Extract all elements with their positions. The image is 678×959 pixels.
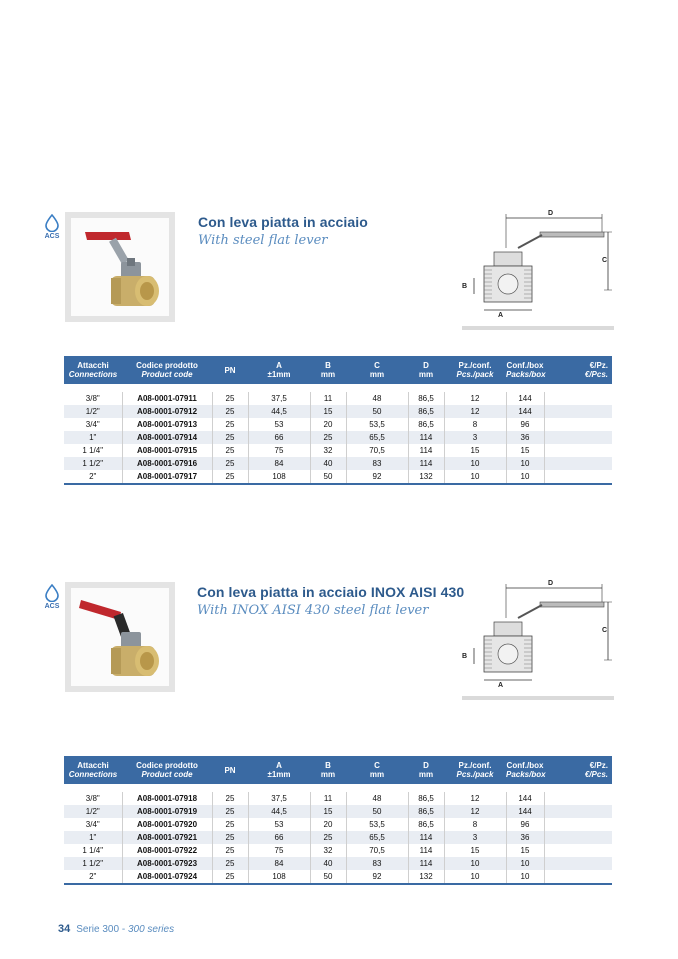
cell-dim-d: 132 [408, 470, 444, 484]
cell-pcs-pack: 15 [444, 444, 506, 457]
cell-dim-c: 48 [346, 792, 408, 805]
table-row [64, 470, 612, 484]
th-product-code: Codice prodotto Product code [122, 356, 212, 384]
product-photo [65, 212, 175, 322]
th-b: B mm [310, 356, 346, 384]
cell-product-code: A08-0001-07919 [122, 805, 212, 818]
cell-dim-a: 66 [248, 831, 310, 844]
acs-label: ACS [44, 603, 60, 610]
cell-price [544, 870, 612, 884]
th-b: B mm [310, 756, 346, 784]
cell-dim-b: 11 [310, 392, 346, 405]
cell-connection: 2" [64, 870, 122, 884]
cell-dim-b: 20 [310, 818, 346, 831]
cell-pcs-pack: 3 [444, 831, 506, 844]
cell-dim-c: 70,5 [346, 844, 408, 857]
cell-dim-d: 114 [408, 844, 444, 857]
cell-pcs-pack: 10 [444, 470, 506, 484]
cell-pn: 25 [212, 392, 248, 405]
th-packs-box: Conf./box Packs/box [506, 756, 544, 784]
th-pcs-pack: Pz./conf. Pcs./pack [444, 356, 506, 384]
cell-dim-b: 40 [310, 857, 346, 870]
cell-dim-c: 65,5 [346, 431, 408, 444]
acs-drop-icon [40, 214, 64, 240]
cell-pcs-pack: 12 [444, 792, 506, 805]
cell-dim-c: 92 [346, 870, 408, 884]
technical-diagram [462, 578, 614, 702]
cell-dim-a: 75 [248, 844, 310, 857]
spec-table [64, 356, 612, 485]
cell-pn: 25 [212, 844, 248, 857]
cell-dim-c: 70,5 [346, 444, 408, 457]
section-title-en: With INOX AISI 430 steel flat lever [197, 603, 429, 618]
table-row [64, 457, 612, 470]
cell-dim-b: 15 [310, 405, 346, 418]
cell-pn: 25 [212, 405, 248, 418]
cell-product-code: A08-0001-07922 [122, 844, 212, 857]
cell-packs-box: 144 [506, 392, 544, 405]
cell-connection: 1 1/2" [64, 857, 122, 870]
page-number: 34 [58, 923, 71, 935]
cell-dim-d: 86,5 [408, 792, 444, 805]
cell-connection: 3/4" [64, 818, 122, 831]
cell-pn: 25 [212, 431, 248, 444]
cell-pn: 25 [212, 470, 248, 484]
acs-drop-icon [40, 584, 64, 610]
table-row [64, 831, 612, 844]
th-c: C mm [346, 356, 408, 384]
cell-pn: 25 [212, 457, 248, 470]
cell-connection: 1" [64, 831, 122, 844]
cell-dim-d: 86,5 [408, 405, 444, 418]
valve-photo-icon [71, 218, 169, 316]
dim-label-a: A [498, 312, 504, 319]
cell-dim-a: 84 [248, 457, 310, 470]
th-pn: PN [212, 756, 248, 784]
cell-dim-a: 37,5 [248, 392, 310, 405]
cell-dim-d: 132 [408, 870, 444, 884]
table-row [64, 405, 612, 418]
cell-product-code: A08-0001-07920 [122, 818, 212, 831]
cell-dim-c: 92 [346, 470, 408, 484]
cell-pcs-pack: 12 [444, 405, 506, 418]
cell-connection: 1/2" [64, 805, 122, 818]
cell-dim-d: 114 [408, 831, 444, 844]
cell-packs-box: 144 [506, 805, 544, 818]
cell-packs-box: 15 [506, 444, 544, 457]
cell-pn: 25 [212, 818, 248, 831]
cell-price [544, 831, 612, 844]
cell-dim-b: 32 [310, 444, 346, 457]
cell-pn: 25 [212, 792, 248, 805]
cell-dim-b: 20 [310, 418, 346, 431]
cell-dim-b: 50 [310, 470, 346, 484]
table-row [64, 870, 612, 884]
th-pn: PN [212, 356, 248, 384]
cell-connection: 1/2" [64, 405, 122, 418]
cell-packs-box: 10 [506, 470, 544, 484]
dim-label-d: D [548, 210, 554, 217]
cell-price [544, 470, 612, 484]
cell-connection: 1" [64, 431, 122, 444]
cell-price [544, 844, 612, 857]
cell-dim-a: 108 [248, 470, 310, 484]
cell-packs-box: 96 [506, 818, 544, 831]
cell-packs-box: 36 [506, 431, 544, 444]
cell-dim-a: 37,5 [248, 792, 310, 805]
cell-price [544, 818, 612, 831]
cell-price [544, 805, 612, 818]
cell-pcs-pack: 10 [444, 870, 506, 884]
section-title-en: With steel flat lever [198, 233, 328, 248]
section-title-it: Con leva piatta in acciaio INOX AISI 430 [197, 584, 465, 600]
cell-price [544, 418, 612, 431]
cell-pcs-pack: 8 [444, 818, 506, 831]
cell-connection: 1 1/4" [64, 844, 122, 857]
acs-label: ACS [44, 233, 60, 240]
product-photo [65, 582, 175, 692]
dim-label-a: A [498, 682, 504, 689]
cell-packs-box: 144 [506, 405, 544, 418]
cell-product-code: A08-0001-07917 [122, 470, 212, 484]
spec-table [64, 756, 612, 885]
cell-pcs-pack: 3 [444, 431, 506, 444]
table-header-row [64, 756, 612, 784]
cell-connection: 3/8" [64, 392, 122, 405]
dim-label-c: C [602, 627, 608, 634]
table-row [64, 844, 612, 857]
th-d: D mm [408, 356, 444, 384]
series-label-it: Serie 300 [76, 924, 120, 935]
th-pcs-pack: Pz./conf. Pcs./pack [444, 756, 506, 784]
table-header-row [64, 356, 612, 384]
cell-packs-box: 36 [506, 831, 544, 844]
cell-dim-c: 83 [346, 457, 408, 470]
cell-price [544, 792, 612, 805]
cell-dim-d: 86,5 [408, 805, 444, 818]
cell-dim-c: 50 [346, 405, 408, 418]
cell-product-code: A08-0001-07912 [122, 405, 212, 418]
cell-packs-box: 10 [506, 457, 544, 470]
th-c: C mm [346, 756, 408, 784]
cell-dim-a: 84 [248, 857, 310, 870]
cell-dim-b: 32 [310, 844, 346, 857]
cell-connection: 3/8" [64, 792, 122, 805]
cell-dim-c: 53,5 [346, 418, 408, 431]
cell-price [544, 405, 612, 418]
cell-connection: 1 1/4" [64, 444, 122, 457]
cell-dim-c: 65,5 [346, 831, 408, 844]
th-price: €/Pz. €/Pcs. [544, 756, 612, 784]
th-connections: Attacchi Connections [64, 756, 122, 784]
diagram-divider [462, 696, 614, 700]
cell-packs-box: 96 [506, 418, 544, 431]
cell-pcs-pack: 10 [444, 457, 506, 470]
cell-pn: 25 [212, 870, 248, 884]
cell-dim-c: 48 [346, 392, 408, 405]
cell-pn: 25 [212, 805, 248, 818]
cell-connection: 3/4" [64, 418, 122, 431]
cell-product-code: A08-0001-07921 [122, 831, 212, 844]
cell-dim-d: 114 [408, 431, 444, 444]
cell-packs-box: 10 [506, 857, 544, 870]
dim-label-c: C [602, 257, 608, 264]
cell-dim-b: 15 [310, 805, 346, 818]
cell-dim-d: 114 [408, 457, 444, 470]
cell-dim-a: 66 [248, 431, 310, 444]
th-packs-box: Conf./box Packs/box [506, 356, 544, 384]
th-connections: Attacchi Connections [64, 356, 122, 384]
cell-dim-c: 50 [346, 805, 408, 818]
table-row [64, 818, 612, 831]
table-row [64, 418, 612, 431]
cell-price [544, 857, 612, 870]
th-a: A ±1mm [248, 756, 310, 784]
cell-product-code: A08-0001-07915 [122, 444, 212, 457]
table-row [64, 431, 612, 444]
cell-dim-a: 53 [248, 818, 310, 831]
th-d: D mm [408, 756, 444, 784]
series-separator: - [119, 924, 128, 935]
dim-label-b: B [462, 283, 468, 290]
cell-dim-c: 83 [346, 857, 408, 870]
table-row [64, 805, 612, 818]
series-label-en: 300 series [127, 924, 175, 935]
cell-product-code: A08-0001-07924 [122, 870, 212, 884]
cell-dim-d: 114 [408, 444, 444, 457]
cell-connection: 1 1/2" [64, 457, 122, 470]
cell-pcs-pack: 12 [444, 392, 506, 405]
cell-dim-a: 44,5 [248, 405, 310, 418]
cell-dim-b: 25 [310, 831, 346, 844]
cell-dim-a: 53 [248, 418, 310, 431]
th-price: €/Pz. €/Pcs. [544, 356, 612, 384]
table-row [64, 444, 612, 457]
cell-price [544, 392, 612, 405]
diagram-divider [462, 326, 614, 330]
cell-price [544, 444, 612, 457]
technical-diagram [462, 208, 614, 332]
cell-connection: 2" [64, 470, 122, 484]
cell-price [544, 431, 612, 444]
cell-product-code: A08-0001-07913 [122, 418, 212, 431]
page-footer [58, 923, 174, 935]
cell-dim-d: 86,5 [408, 392, 444, 405]
cell-dim-c: 53,5 [346, 818, 408, 831]
cell-product-code: A08-0001-07916 [122, 457, 212, 470]
cell-dim-d: 86,5 [408, 818, 444, 831]
cell-dim-b: 25 [310, 431, 346, 444]
dim-label-d: D [548, 580, 554, 587]
th-a: A ±1mm [248, 356, 310, 384]
table-row [64, 792, 612, 805]
cell-packs-box: 144 [506, 792, 544, 805]
cell-dim-a: 75 [248, 444, 310, 457]
cell-pcs-pack: 15 [444, 844, 506, 857]
cell-dim-a: 108 [248, 870, 310, 884]
cell-dim-d: 86,5 [408, 418, 444, 431]
cell-pcs-pack: 12 [444, 805, 506, 818]
cell-dim-d: 114 [408, 857, 444, 870]
valve-photo-icon [71, 588, 169, 686]
table-row [64, 392, 612, 405]
cell-product-code: A08-0001-07918 [122, 792, 212, 805]
cell-pn: 25 [212, 831, 248, 844]
cell-pn: 25 [212, 418, 248, 431]
dim-label-b: B [462, 653, 468, 660]
cell-pcs-pack: 8 [444, 418, 506, 431]
cell-pcs-pack: 10 [444, 857, 506, 870]
table-row [64, 857, 612, 870]
th-product-code: Codice prodotto Product code [122, 756, 212, 784]
cell-dim-a: 44,5 [248, 805, 310, 818]
cell-product-code: A08-0001-07914 [122, 431, 212, 444]
cell-price [544, 457, 612, 470]
cell-packs-box: 10 [506, 870, 544, 884]
cell-product-code: A08-0001-07923 [122, 857, 212, 870]
cell-product-code: A08-0001-07911 [122, 392, 212, 405]
cell-pn: 25 [212, 444, 248, 457]
section-title-it: Con leva piatta in acciaio [198, 214, 368, 230]
cell-packs-box: 15 [506, 844, 544, 857]
cell-dim-b: 11 [310, 792, 346, 805]
cell-pn: 25 [212, 857, 248, 870]
cell-dim-b: 40 [310, 457, 346, 470]
cell-dim-b: 50 [310, 870, 346, 884]
